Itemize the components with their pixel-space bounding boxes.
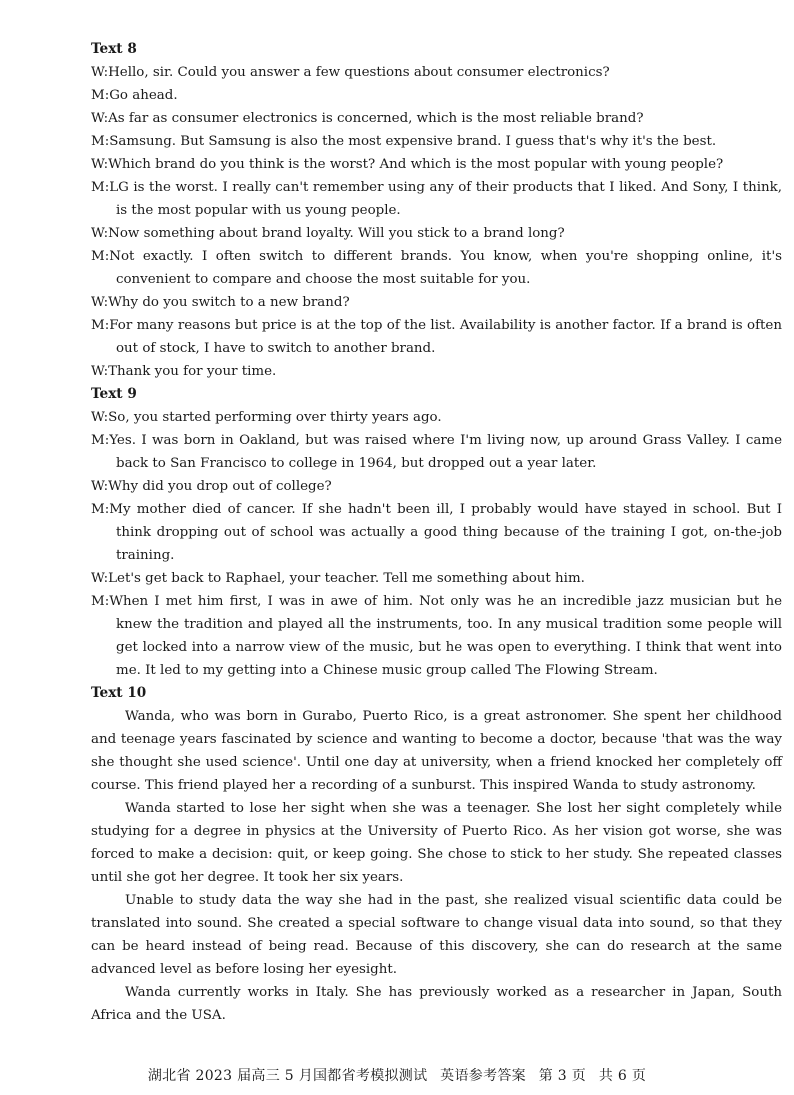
dialogue-line [91, 498, 782, 567]
speaker-label: M: [91, 180, 110, 195]
dialogue-text: Not exactly. I often switch to different brands. You know, when you're shopping online, it's convenient to compare and choose the most suitable for you. [109, 249, 782, 287]
dialogue-line [91, 222, 782, 245]
speaker-label: M: [91, 594, 110, 609]
speaker-label: M: [91, 88, 110, 103]
dialogue-line [91, 314, 782, 360]
dialogue-line [91, 590, 782, 682]
dialogue-line [91, 360, 782, 383]
speaker-label: M: [91, 249, 110, 264]
dialogue-text: Hello, sir. Could you answer a few questions about consumer electronics? [108, 65, 610, 80]
passage-paragraph: Unable to study data the way she had in the past, she realized visual scientific data could be translated into sound. She created a special software to change visual data into sound, so that they can be heard instead of being read. Because of this discovery, she can do research at the same advanced level as before losing her eyesight. [91, 893, 782, 977]
section-title: Text 8 [91, 41, 137, 57]
page-footer [0, 1065, 794, 1085]
dialogue-text: Let's get back to Raphael, your teacher. Tell me something about him. [108, 571, 585, 586]
section-title: Text 10 [91, 685, 147, 701]
speaker-label: M: [91, 502, 110, 517]
dialogue-line [91, 107, 782, 130]
dialogue-line [91, 567, 782, 590]
speaker-label: W: [91, 157, 109, 172]
footer-exam-title: 湖北省 2023 届高三 5 月国都省考模拟测试 [147, 1068, 428, 1084]
dialogue-line [91, 130, 782, 153]
dialogue-line [91, 291, 782, 314]
footer-page-total: 共 6 页 [598, 1068, 647, 1084]
footer-subject: 英语参考答案 [440, 1068, 526, 1084]
dialogue-line [91, 429, 782, 475]
speaker-label: W: [91, 479, 109, 494]
dialogue-text: So, you started performing over thirty years ago. [108, 410, 442, 425]
speaker-label: W: [91, 226, 109, 241]
dialogue-line [91, 176, 782, 222]
speaker-label: W: [91, 410, 109, 425]
passage-paragraph: Wanda started to lose her sight when she was a teenager. She lost her sight completely while studying for a degree in physics at the University of Puerto Rico. As her vision got worse, she was forced to make a decision: quit, or keep going. She chose to stick to her study. She repeated classes until she got her degree. It took her six years. [91, 801, 782, 885]
speaker-label: M: [91, 134, 110, 149]
document-body [91, 38, 782, 1027]
dialogue-line [91, 61, 782, 84]
section-text-9 [91, 383, 782, 682]
section-title: Text 9 [91, 386, 137, 402]
speaker-label: W: [91, 65, 109, 80]
speaker-label: M: [91, 318, 110, 333]
dialogue-text: Which brand do you think is the worst? And which is the most popular with young people? [108, 157, 724, 172]
passage-paragraph: Wanda, who was born in Gurabo, Puerto Rico, is a great astronomer. She spent her childhood and teenage years fascinated by science and wanting to become a doctor, because 'that was the way she thought she used science'. Until one day at university, when a friend knocked her completely off course. This friend played her a recording of a sunburst. This inspired Wanda to study astronomy. [91, 709, 782, 793]
dialogue-text: Yes. I was born in Oakland, but was raised where I'm living now, up around Grass Valley. I came back to San Francisco to college in 1964, but dropped out a year later. [109, 433, 782, 471]
dialogue-line [91, 84, 782, 107]
dialogue-text: Samsung. But Samsung is also the most expensive brand. I guess that's why it's the best. [109, 134, 717, 149]
dialogue-text: Why did you drop out of college? [108, 479, 332, 494]
dialogue-text: LG is the worst. I really can't remember using any of their products that I liked. And Sony, I think, is the most popular with us young people. [109, 180, 782, 218]
dialogue-text: My mother died of cancer. If she hadn't been ill, I probably would have stayed in school. But I think dropping out of school was actually a good thing because of the training I got, on-the-job training. [109, 502, 782, 563]
dialogue-text: For many reasons but price is at the top of the list. Availability is another factor. If a brand is often out of stock, I have to switch to another brand. [109, 318, 782, 356]
dialogue-line [91, 153, 782, 176]
speaker-label: W: [91, 295, 109, 310]
footer-page-number: 第 3 页 [538, 1068, 587, 1084]
section-text-8 [91, 38, 782, 383]
speaker-label: W: [91, 364, 109, 379]
dialogue-text: Now something about brand loyalty. Will you stick to a brand long? [108, 226, 565, 241]
speaker-label: W: [91, 111, 109, 126]
dialogue-line [91, 245, 782, 291]
section-text-10 [91, 682, 782, 1027]
dialogue-text: Thank you for your time. [108, 364, 277, 379]
passage-paragraph: Wanda currently works in Italy. She has previously worked as a researcher in Japan, South Africa and the USA. [91, 985, 782, 1023]
dialogue-text: As far as consumer electronics is concerned, which is the most reliable brand? [108, 111, 644, 126]
speaker-label: W: [91, 571, 109, 586]
dialogue-text: When I met him first, I was in awe of him. Not only was he an incredible jazz musician but he knew the tradition and played all the instruments, too. In any musical tradition some people will get locked into a narrow view of the music, but he was open to everything. I think that went into me. It led to my getting into a Chinese music group called The Flowing Stream. [109, 594, 782, 678]
dialogue-text: Why do you switch to a new brand? [108, 295, 350, 310]
dialogue-line [91, 406, 782, 429]
dialogue-line [91, 475, 782, 498]
speaker-label: M: [91, 433, 110, 448]
dialogue-text: Go ahead. [109, 88, 178, 103]
